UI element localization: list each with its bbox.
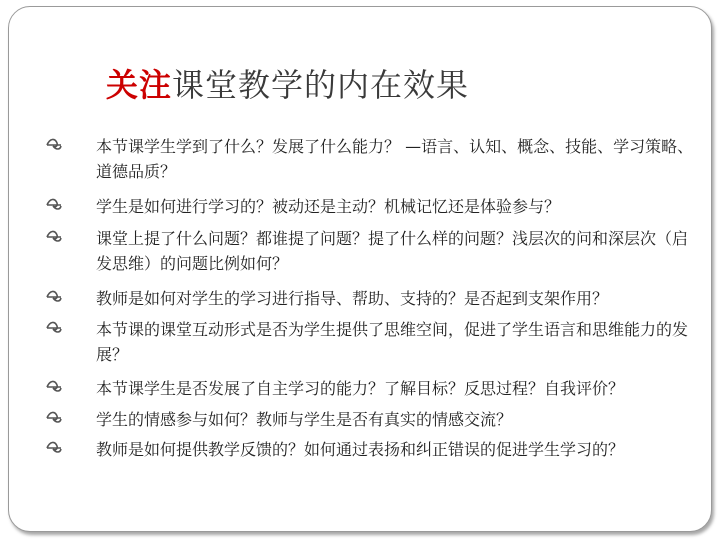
fleuron-icon (45, 410, 63, 426)
slide-title (106, 65, 469, 105)
bullet-text: 教师是如何提供教学反馈的？如何通过表扬和纠正错误的促进学生学习的？ (96, 440, 625, 459)
fleuron-icon (45, 289, 63, 305)
title-highlight: 关注 (106, 66, 173, 104)
bullet-text: 本节课学生是否发展了自主学习的能力？了解目标？反思过程？自我评价？ (96, 379, 625, 398)
bullet-text: 本节课学生学到了什么？发展了什么能力？ —语言、认知、概念、技能、学习策略、道德品质？ (96, 137, 694, 181)
fleuron-icon (45, 137, 63, 153)
fleuron-icon (45, 229, 63, 245)
fleuron-icon (45, 197, 63, 213)
bullet-text: 本节课的课堂互动形式是否为学生提供了思维空间，促进了学生语言和思维能力的发展？ (96, 320, 689, 364)
bullet-text: 教师是如何对学生的学习进行指导、帮助、支持的？是否起到支架作用？ (96, 289, 609, 308)
title-rest: 课堂教学的内在效果 (172, 66, 470, 104)
slide-frame (8, 6, 712, 532)
fleuron-icon (45, 379, 63, 395)
fleuron-icon (45, 320, 63, 336)
bullet-text: 课堂上提了什么问题？都谁提了问题？提了什么样的问题？浅层次的问和深层次（启发思维）的问题比例如何？ (96, 229, 689, 273)
fleuron-icon (45, 440, 63, 456)
bullet-text: 学生的情感参与如何？教师与学生是否有真实的情感交流？ (96, 410, 513, 429)
bullet-text: 学生是如何进行学习的？被动还是主动？机械记忆还是体验参与？ (96, 197, 561, 216)
